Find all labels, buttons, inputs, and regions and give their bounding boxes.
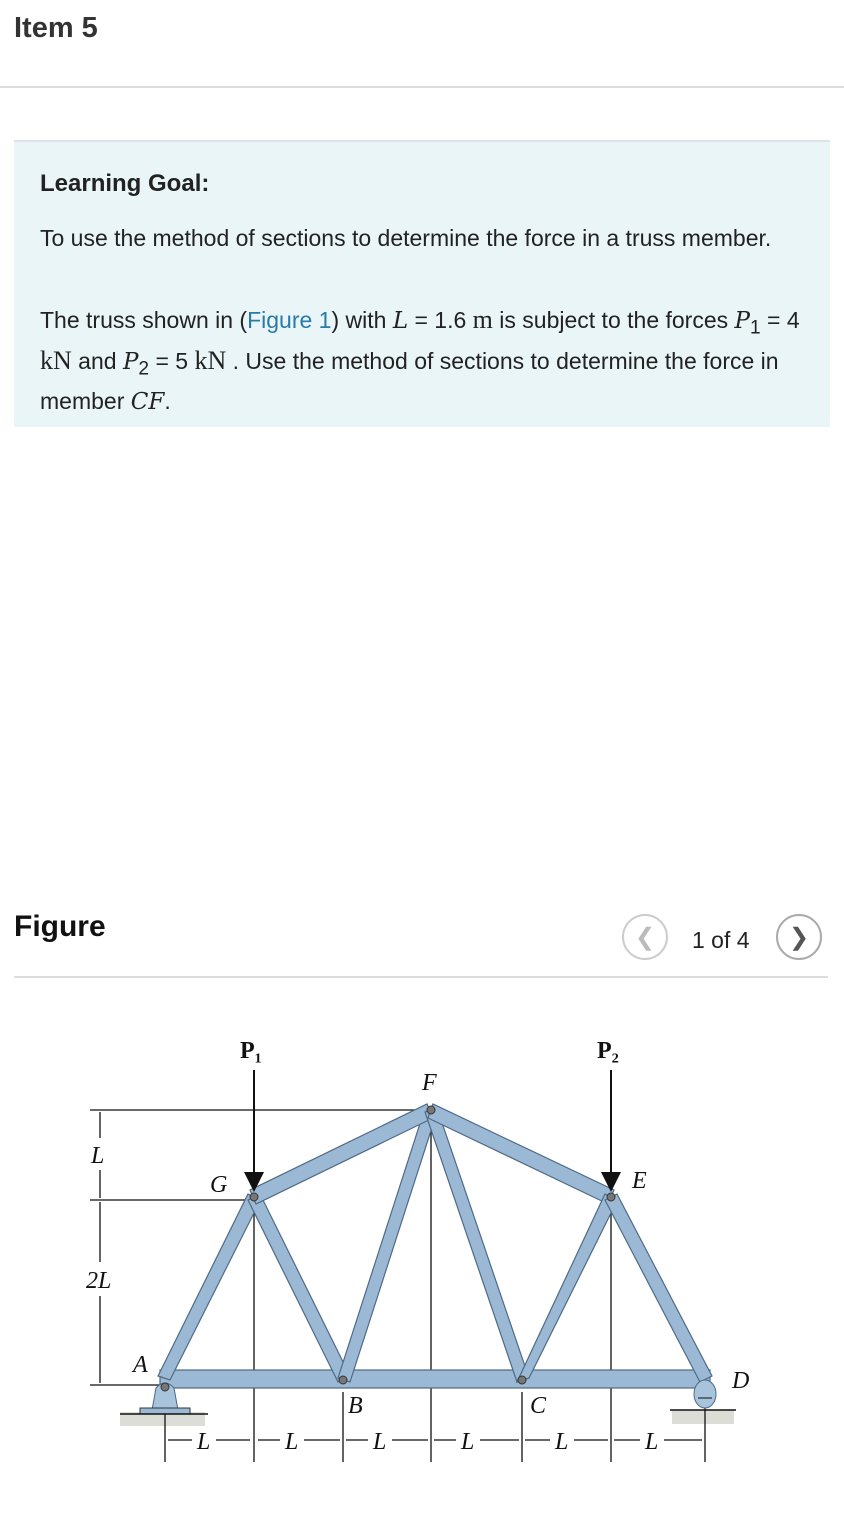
figure-heading: Figure <box>14 910 106 943</box>
dim-2L-vertical: 2L <box>86 1268 112 1294</box>
label-P2: P₂ <box>597 1038 619 1064</box>
dim-L: L <box>461 1429 475 1455</box>
next-figure-button[interactable] <box>776 914 822 960</box>
label-C: C <box>530 1393 547 1419</box>
text: = 5 <box>149 347 195 374</box>
dim-L: L <box>555 1429 569 1455</box>
truss-members <box>158 1104 712 1388</box>
learning-goal-text: To use the method of sections to determine the force in a truss member. <box>40 225 772 251</box>
truss-figure <box>0 990 844 1490</box>
subscript: 1 <box>750 317 761 339</box>
figure-link[interactable]: Figure 1 <box>247 307 332 333</box>
var-P2: P <box>122 348 139 375</box>
label-B: B <box>348 1393 363 1419</box>
divider <box>14 976 828 978</box>
subscript: 2 <box>138 358 150 380</box>
text: The truss shown in ( <box>40 307 248 333</box>
dim-L: L <box>645 1429 659 1455</box>
var-member: CF <box>130 389 165 416</box>
problem-statement <box>40 304 810 418</box>
dim-L-horizontal <box>196 1429 658 1455</box>
unit: m <box>472 305 493 334</box>
truss-pins <box>250 1106 615 1384</box>
figure-counter: 1 of 4 <box>692 927 750 953</box>
text: = 1.6 <box>408 307 473 333</box>
dim-L-vertical: L <box>91 1143 105 1169</box>
text: is subject to the forces <box>492 307 735 333</box>
prev-figure-button[interactable] <box>622 914 668 960</box>
item-title: Item 5 <box>14 12 98 44</box>
divider <box>0 86 844 88</box>
label-G: G <box>210 1172 228 1198</box>
text: = 4 <box>760 307 800 333</box>
learning-goal-heading: Learning Goal: <box>40 170 210 197</box>
label-A: A <box>133 1352 148 1378</box>
text: and <box>71 347 123 374</box>
text: ) with <box>331 307 393 333</box>
var-P1: P <box>734 308 751 334</box>
unit: kN <box>40 345 72 375</box>
var-L: L <box>392 308 409 334</box>
dim-L: L <box>373 1429 387 1455</box>
chevron-left-icon: ❮ <box>634 923 656 951</box>
label-F: F <box>422 1070 437 1096</box>
label-E: E <box>632 1168 647 1194</box>
learning-goal-panel <box>14 140 830 427</box>
dim-L: L <box>285 1429 299 1455</box>
chevron-right-icon: ❯ <box>788 923 810 951</box>
text: . <box>164 388 171 415</box>
unit: kN <box>194 345 227 375</box>
dim-L: L <box>197 1429 211 1455</box>
label-P1: P₁ <box>240 1038 262 1064</box>
ground-hatch <box>120 1410 734 1426</box>
text: . Use the method of sections to determine the force in member <box>40 347 779 415</box>
label-D: D <box>732 1368 750 1394</box>
